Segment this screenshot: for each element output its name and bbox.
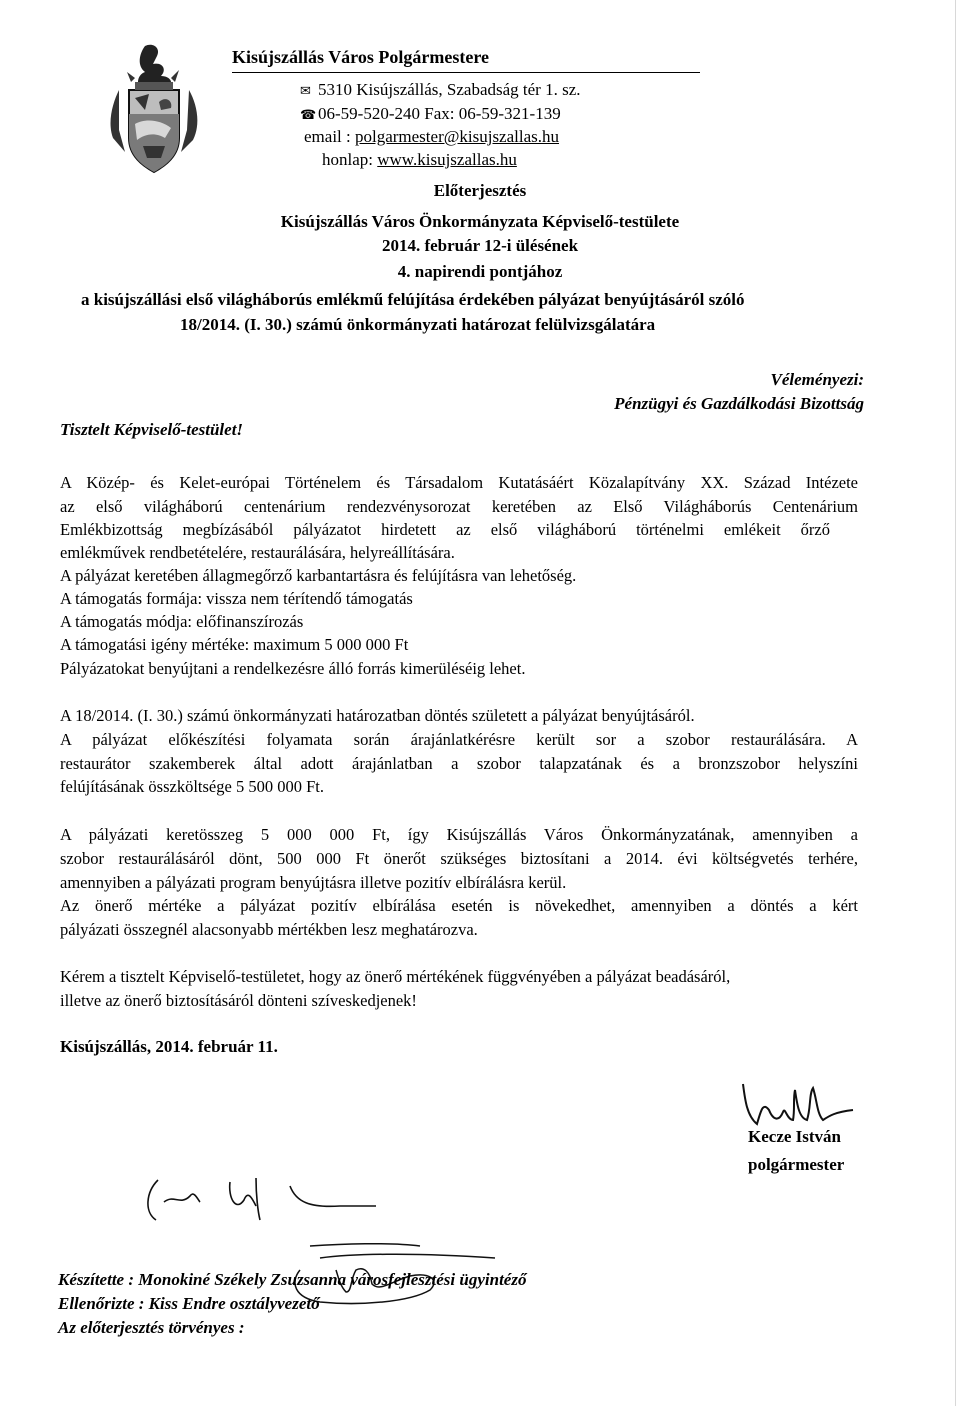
para1-line: A támogatási igény mértéke: maximum 5 000 000 Ft [60, 635, 409, 654]
footer-legal: Az előterjesztés törvényes : [58, 1318, 245, 1337]
coat-of-arms-icon [105, 42, 203, 178]
para3-line: pályázati összegnél alacsonyabb mértékben lesz meghatározva. [60, 920, 478, 939]
para4-line: illetve az önerő biztosításáról dönteni szíveskedjenek! [60, 991, 417, 1010]
para1-line: A támogatás módja: előfinanszírozás [60, 612, 304, 631]
opinion-label: Véleményezi: [770, 370, 864, 389]
para3-line: A pályázati keretösszeg 5 000 000 Ft, így Kisújszállás Város Önkormányzatának, amennyiben a [60, 825, 858, 844]
para1-line: Pályázatokat benyújtani a rendelkezésre álló forrás kimerüléséig lehet. [60, 659, 526, 678]
meeting-date: 2014. február 12-i ülésének [381, 236, 579, 255]
signer-title: polgármester [748, 1155, 845, 1174]
para2-line: restaurátor szakemberek által adott árajánlatban a szobor talapzatának és a bronzszobor helyszíni [60, 754, 858, 773]
para3-line: amennyiben a pályázati program benyújtásra illetve pozitív elbírálásra kerül. [60, 873, 567, 892]
email-line: email : polgarmester@kisujszallas.hu [304, 127, 560, 146]
signer-name: Kecze István [748, 1127, 842, 1146]
envelope-icon: ✉ [300, 83, 311, 98]
salutation: Tisztelt Képviselő-testület! [60, 420, 244, 439]
place-date: Kisújszállás, 2014. február 11. [60, 1037, 278, 1056]
opinion-committee: Pénzügyi és Gazdálkodási Bizottság [614, 394, 864, 413]
subject-line-1: a kisújszállási első világháborús emlékmű felújítása érdekében pályázat benyújtásáról szóló [81, 290, 745, 309]
footer-prepared: Készítette : Monokiné Székely Zsuzsanna városfejlesztési ügyintéző [58, 1270, 527, 1289]
agenda-point: 4. napirendi pontjához [397, 262, 563, 281]
footer-checked: Ellenőrizte : Kiss Endre osztályvezető [58, 1294, 320, 1313]
para4-line: Kérem a tisztelt Képviselő-testületet, hogy az önerő mértékének függvényében a pályázat beadásáról, [60, 967, 731, 986]
para3-line: szobor restaurálásáról dönt, 500 000 Ft önerőt szükséges biztosítani a 2014. évi költségvetés terhére, [60, 849, 858, 868]
email-link[interactable]: polgarmester@kisujszallas.hu [354, 127, 560, 146]
para1-line: A Közép- és Kelet-európai Történelem és Társadalom Kutatásáért Közalapítvány XX. Század Intézete [60, 473, 858, 492]
body-name: Kisújszállás Város Önkormányzata Képviselő-testülete [280, 212, 680, 231]
address-line: ✉ 5310 Kisújszállás, Szabadság tér 1. sz. [300, 80, 581, 99]
para1-line: az első világháború centenárium rendezvénysorozat keretében az Első Világháborús Centenárium [60, 497, 858, 516]
para1-line: emlékművek rendbetételére, restaurálására, helyreállítására. [60, 543, 455, 562]
phone-line: ☎ 06-59-520-240 Fax: 06-59-321-139 [300, 104, 561, 123]
web-line: honlap: www.kisujszallas.hu [322, 150, 517, 169]
page-edge-line [955, 0, 956, 1406]
para3-line: Az önerő mértéke a pályázat pozitív elbírálása esetén is növekedhet, amennyiben a döntés a kért [60, 896, 858, 915]
para1-line: A támogatás formája: vissza nem térítendő támogatás [60, 589, 413, 608]
para1-line: Emlékbizottság megbízásából pályázatot hirdetett az első világháború történelmi emlékeit őrző [60, 520, 830, 539]
office-title: Kisújszállás Város Polgármestere [232, 47, 489, 67]
para2-line: A 18/2014. (I. 30.) számú önkormányzati határozatban döntés született a pályázat benyújtásáról. [60, 706, 695, 725]
telephone-icon: ☎ [300, 107, 317, 122]
para1-line: A pályázat keretében állagmegőrző karbantartásra és felújításra van lehetőség. [60, 566, 577, 585]
web-link[interactable]: www.kisujszallas.hu [377, 150, 517, 169]
para2-line: felújításának összköltsége 5 500 000 Ft. [60, 777, 324, 796]
preparer-signature [140, 1172, 380, 1232]
subject-line-2: 18/2014. (I. 30.) számú önkormányzati határozat felülvizsgálatára [180, 315, 656, 334]
header-rule [232, 72, 700, 73]
doc-type: Előterjesztés [433, 181, 527, 200]
para2-line: A pályázat előkészítési folyamata során árajánlatkérésre került sor a szobor restaurálására. A [60, 730, 858, 749]
